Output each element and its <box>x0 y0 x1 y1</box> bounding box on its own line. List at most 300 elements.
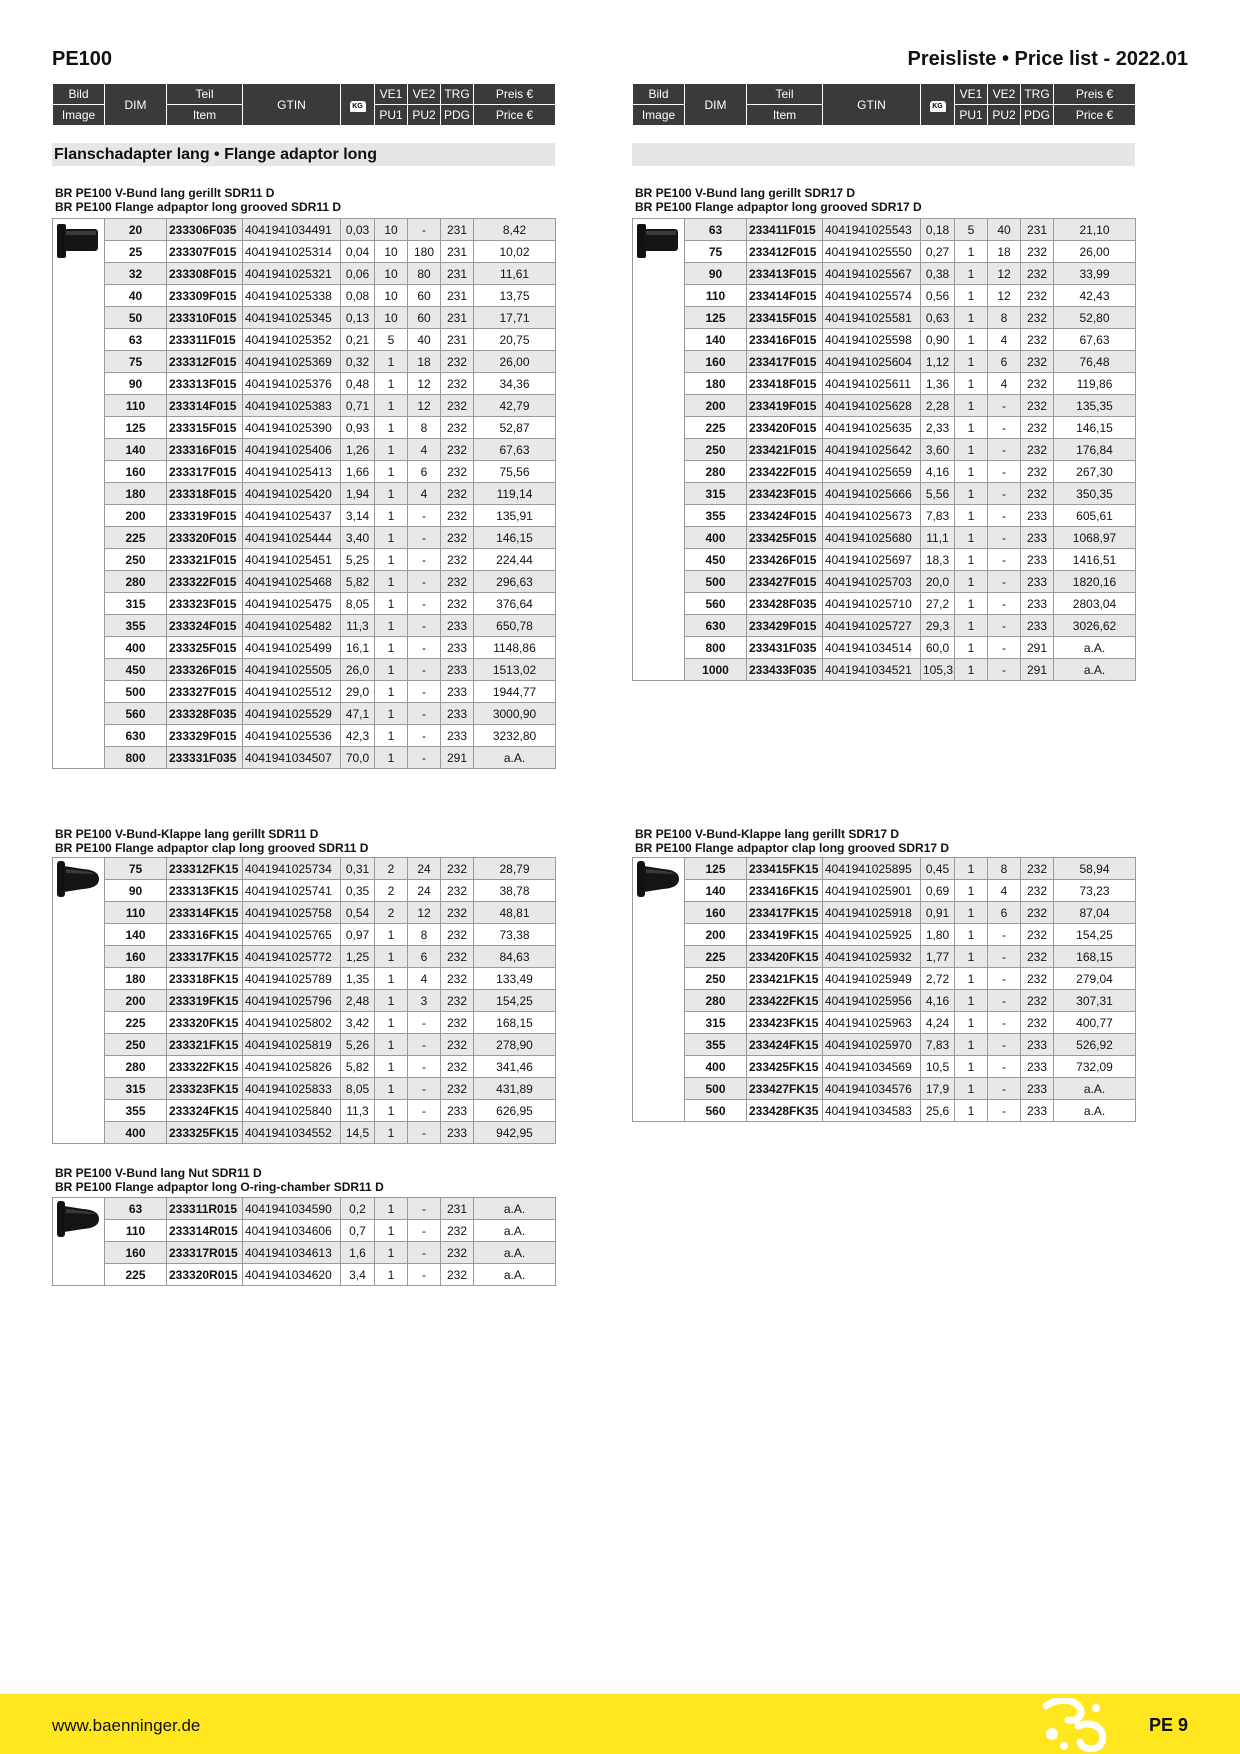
article-number: 233426F015 <box>747 549 823 571</box>
table-row <box>633 307 1136 329</box>
ve2-value: - <box>988 571 1021 593</box>
section-title: Flanschadapter lang • Flange adaptor long <box>54 146 377 163</box>
ve2-value: - <box>408 1012 441 1034</box>
gtin-code: 4041941034620 <box>243 1264 341 1286</box>
table-row <box>633 1078 1136 1100</box>
gtin-code: 4041941025543 <box>823 219 921 241</box>
article-number: 233413F015 <box>747 263 823 285</box>
col-gtin: GTIN <box>823 84 921 126</box>
table-row <box>633 549 1136 571</box>
ve1-value: 1 <box>955 1034 988 1056</box>
gtin-code: 4041941025727 <box>823 615 921 637</box>
dim-cell: 63 <box>105 1198 167 1220</box>
table-row <box>633 1034 1136 1056</box>
table-row <box>633 461 1136 483</box>
article-number: 233325FK15 <box>167 1122 243 1144</box>
ve2-value: - <box>988 637 1021 659</box>
price-value: 42,79 <box>474 395 556 417</box>
ve1-value: 1 <box>375 725 408 747</box>
gtin-code: 4041941025536 <box>243 725 341 747</box>
flange-adaptor-icon <box>53 250 103 264</box>
dim-cell: 630 <box>105 725 167 747</box>
gtin-code: 4041941025475 <box>243 593 341 615</box>
col-price: Price € <box>474 105 556 126</box>
dim-cell: 40 <box>105 285 167 307</box>
price-value: 732,09 <box>1054 1056 1136 1078</box>
trg-value: 233 <box>1021 527 1054 549</box>
dim-cell: 280 <box>685 461 747 483</box>
group-title <box>55 1166 384 1194</box>
table-row <box>53 571 556 593</box>
trg-value: 232 <box>441 395 474 417</box>
article-number: 233411F015 <box>747 219 823 241</box>
gtin-code: 4041941025352 <box>243 329 341 351</box>
gtin-code: 4041941034552 <box>243 1122 341 1144</box>
article-number: 233307F015 <box>167 241 243 263</box>
gtin-code: 4041941025710 <box>823 593 921 615</box>
ve2-value: - <box>408 219 441 241</box>
group-title <box>55 186 341 214</box>
gtin-code: 4041941025314 <box>243 241 341 263</box>
table-row <box>633 593 1136 615</box>
trg-value: 233 <box>1021 549 1054 571</box>
table-row <box>633 858 1136 880</box>
article-number: 233316F015 <box>167 439 243 461</box>
article-number: 233324F015 <box>167 615 243 637</box>
dim-cell: 160 <box>685 902 747 924</box>
col-item: Item <box>167 105 243 126</box>
trg-value: 232 <box>1021 968 1054 990</box>
dim-cell: 75 <box>105 858 167 880</box>
trg-value: 231 <box>441 285 474 307</box>
ve2-value: 6 <box>408 946 441 968</box>
trg-value: 231 <box>441 1198 474 1220</box>
group-title <box>635 186 922 214</box>
product-image <box>53 1198 105 1286</box>
article-number: 233321FK15 <box>167 1034 243 1056</box>
col-image: Image <box>53 105 105 126</box>
article-number: 233419FK15 <box>747 924 823 946</box>
dim-cell: 160 <box>105 461 167 483</box>
ve1-value: 1 <box>955 329 988 351</box>
article-number: 233322FK15 <box>167 1056 243 1078</box>
col-pdg: PDG <box>1021 105 1054 126</box>
gtin-code: 4041941025673 <box>823 505 921 527</box>
price-value: 146,15 <box>1054 417 1136 439</box>
col-preis: Preis € <box>474 84 556 105</box>
article-number: 233317F015 <box>167 461 243 483</box>
gtin-code: 4041941025680 <box>823 527 921 549</box>
gtin-code: 4041941025321 <box>243 263 341 285</box>
ve1-value: 1 <box>375 505 408 527</box>
article-number: 233417F015 <box>747 351 823 373</box>
ve2-value: - <box>408 725 441 747</box>
article-number: 233324FK15 <box>167 1100 243 1122</box>
weight-kg: 7,83 <box>921 1034 955 1056</box>
price-value: 400,77 <box>1054 1012 1136 1034</box>
article-number: 233308F015 <box>167 263 243 285</box>
weight-kg: 60,0 <box>921 637 955 659</box>
dim-cell: 32 <box>105 263 167 285</box>
weight-kg: 0,63 <box>921 307 955 329</box>
gtin-code: 4041941025451 <box>243 549 341 571</box>
gtin-code: 4041941025550 <box>823 241 921 263</box>
dim-cell: 250 <box>105 1034 167 1056</box>
price-value: 87,04 <box>1054 902 1136 924</box>
group-title-en: BR PE100 Flange adpaptor clap long grooved SDR11 D <box>55 841 369 855</box>
dim-cell: 560 <box>685 1100 747 1122</box>
ve1-value: 1 <box>955 637 988 659</box>
weight-kg: 5,82 <box>341 1056 375 1078</box>
article-number: 233425FK15 <box>747 1056 823 1078</box>
ve2-value: 60 <box>408 307 441 329</box>
article-number: 233321F015 <box>167 549 243 571</box>
dim-cell: 315 <box>685 483 747 505</box>
group-title <box>55 827 368 855</box>
ve2-value: 4 <box>408 483 441 505</box>
trg-value: 233 <box>441 703 474 725</box>
table-row <box>633 395 1136 417</box>
ve2-value: - <box>408 571 441 593</box>
table-row <box>53 990 556 1012</box>
weight-kg: 47,1 <box>341 703 375 725</box>
weight-kg: 2,48 <box>341 990 375 1012</box>
dim-cell: 110 <box>105 902 167 924</box>
gtin-code: 4041941034521 <box>823 659 921 681</box>
ve2-value: - <box>408 1264 441 1286</box>
dim-cell: 500 <box>685 571 747 593</box>
trg-value: 233 <box>1021 505 1054 527</box>
gtin-code: 4041941025574 <box>823 285 921 307</box>
trg-value: 233 <box>441 1122 474 1144</box>
dim-cell: 315 <box>105 1078 167 1100</box>
weight-kg: 0,21 <box>341 329 375 351</box>
article-number: 233318F015 <box>167 483 243 505</box>
ve2-value: - <box>408 703 441 725</box>
ve1-value: 1 <box>375 417 408 439</box>
price-value: 67,63 <box>1054 329 1136 351</box>
article-number: 233309F015 <box>167 285 243 307</box>
weight-kg: 8,05 <box>341 1078 375 1100</box>
ve2-value: - <box>408 1078 441 1100</box>
ve2-value: - <box>988 1078 1021 1100</box>
col-pu2: PU2 <box>408 105 441 126</box>
price-value: 279,04 <box>1054 968 1136 990</box>
trg-value: 232 <box>1021 461 1054 483</box>
weight-kg: 1,26 <box>341 439 375 461</box>
table-row <box>633 571 1136 593</box>
gtin-code: 4041941025345 <box>243 307 341 329</box>
gtin-code: 4041941034606 <box>243 1220 341 1242</box>
table-row <box>53 527 556 549</box>
price-value: 119,14 <box>474 483 556 505</box>
weight-kg: 1,77 <box>921 946 955 968</box>
article-number: 233312F015 <box>167 351 243 373</box>
table-row <box>53 946 556 968</box>
price-value: a.A. <box>474 747 556 769</box>
dim-cell: 250 <box>685 968 747 990</box>
gtin-code: 4041941025529 <box>243 703 341 725</box>
price-value: 42,43 <box>1054 285 1136 307</box>
price-value: 154,25 <box>474 990 556 1012</box>
article-number: 233431F035 <box>747 637 823 659</box>
article-number: 233310F015 <box>167 307 243 329</box>
ve2-value: 4 <box>988 373 1021 395</box>
price-value: 3000,90 <box>474 703 556 725</box>
flange-adaptor-icon <box>633 889 683 903</box>
ve2-value: - <box>408 549 441 571</box>
price-value: 10,02 <box>474 241 556 263</box>
weight-kg: 4,24 <box>921 1012 955 1034</box>
ve2-value: - <box>408 1198 441 1220</box>
weight-kg: 16,1 <box>341 637 375 659</box>
ve2-value: 8 <box>988 307 1021 329</box>
product-image <box>633 219 685 681</box>
table-row <box>633 968 1136 990</box>
trg-value: 232 <box>1021 924 1054 946</box>
trg-value: 231 <box>441 329 474 351</box>
article-number: 233412F015 <box>747 241 823 263</box>
table-row <box>53 615 556 637</box>
dim-cell: 450 <box>685 549 747 571</box>
dim-cell: 225 <box>685 946 747 968</box>
article-number: 233416F015 <box>747 329 823 351</box>
gtin-code: 4041941034514 <box>823 637 921 659</box>
article-number: 233425F015 <box>747 527 823 549</box>
table-row <box>633 1100 1136 1122</box>
group-title-de: BR PE100 V-Bund-Klappe lang gerillt SDR11 D <box>55 827 319 841</box>
ve2-value: - <box>988 505 1021 527</box>
article-number: 233421FK15 <box>747 968 823 990</box>
gtin-code: 4041941025765 <box>243 924 341 946</box>
weight-kg: 2,28 <box>921 395 955 417</box>
weight-kg: 17,9 <box>921 1078 955 1100</box>
gtin-code: 4041941025963 <box>823 1012 921 1034</box>
gtin-code: 4041941025383 <box>243 395 341 417</box>
dim-cell: 160 <box>105 1242 167 1264</box>
price-value: a.A. <box>1054 1078 1136 1100</box>
group-title-en: BR PE100 Flange adpaptor long grooved SDR11 D <box>55 200 342 214</box>
article-number: 233320R015 <box>167 1264 243 1286</box>
weight-kg: 4,16 <box>921 990 955 1012</box>
weight-kg: 25,6 <box>921 1100 955 1122</box>
ve1-value: 1 <box>375 1198 408 1220</box>
col-trg: TRG <box>441 84 474 105</box>
ve1-value: 10 <box>375 263 408 285</box>
price-value: a.A. <box>474 1198 556 1220</box>
ve2-value: - <box>988 439 1021 461</box>
group-title <box>635 827 949 855</box>
col-pu1: PU1 <box>375 105 408 126</box>
price-value: a.A. <box>474 1242 556 1264</box>
article-number: 233415FK15 <box>747 858 823 880</box>
gtin-code: 4041941025901 <box>823 880 921 902</box>
ve1-value: 1 <box>955 1056 988 1078</box>
table-row <box>53 417 556 439</box>
ve1-value: 1 <box>375 1078 408 1100</box>
ve2-value: - <box>988 1056 1021 1078</box>
dim-cell: 315 <box>105 593 167 615</box>
article-number: 233319FK15 <box>167 990 243 1012</box>
dim-cell: 140 <box>685 329 747 351</box>
dim-cell: 180 <box>105 968 167 990</box>
ve1-value: 1 <box>955 924 988 946</box>
footer-url[interactable]: www.baenninger.de <box>52 1716 201 1735</box>
price-value: 1416,51 <box>1054 549 1136 571</box>
article-number: 233415F015 <box>747 307 823 329</box>
trg-value: 233 <box>441 681 474 703</box>
ve1-value: 1 <box>375 527 408 549</box>
dim-cell: 110 <box>105 1220 167 1242</box>
trg-value: 232 <box>441 1056 474 1078</box>
weight-kg: 27,2 <box>921 593 955 615</box>
ve1-value: 1 <box>955 968 988 990</box>
trg-value: 232 <box>1021 483 1054 505</box>
gtin-code: 4041941034491 <box>243 219 341 241</box>
gtin-code: 4041941034576 <box>823 1078 921 1100</box>
ve1-value: 1 <box>375 747 408 769</box>
article-number: 233316FK15 <box>167 924 243 946</box>
price-value: 267,30 <box>1054 461 1136 483</box>
trg-value: 232 <box>441 571 474 593</box>
trg-value: 232 <box>441 1220 474 1242</box>
article-number: 233329F015 <box>167 725 243 747</box>
price-value: 8,42 <box>474 219 556 241</box>
flange-adaptor-icon <box>633 250 683 264</box>
table-row <box>53 593 556 615</box>
ve1-value: 2 <box>375 858 408 880</box>
table-row <box>633 637 1136 659</box>
article-number: 233327F015 <box>167 681 243 703</box>
ve1-value: 1 <box>375 1012 408 1034</box>
ve1-value: 10 <box>375 307 408 329</box>
trg-value: 232 <box>1021 351 1054 373</box>
ve1-value: 1 <box>955 373 988 395</box>
dim-cell: 200 <box>105 505 167 527</box>
price-value: 376,64 <box>474 593 556 615</box>
ve1-value: 1 <box>955 527 988 549</box>
weight-kg: 1,35 <box>341 968 375 990</box>
dim-cell: 180 <box>685 373 747 395</box>
ve1-value: 1 <box>375 1056 408 1078</box>
weight-kg: 0,56 <box>921 285 955 307</box>
ve2-value: 12 <box>408 902 441 924</box>
gtin-code: 4041941034583 <box>823 1100 921 1122</box>
ve2-value: 8 <box>408 417 441 439</box>
trg-value: 232 <box>441 373 474 395</box>
ve2-value: 12 <box>408 395 441 417</box>
article-number: 233306F035 <box>167 219 243 241</box>
dim-cell: 125 <box>685 307 747 329</box>
price-value: 17,71 <box>474 307 556 329</box>
article-number: 233317R015 <box>167 1242 243 1264</box>
col-preis: Preis € <box>1054 84 1136 105</box>
price-value: 135,91 <box>474 505 556 527</box>
article-number: 233427F015 <box>747 571 823 593</box>
table-row <box>53 1220 556 1242</box>
gtin-code: 4041941025499 <box>243 637 341 659</box>
ve1-value: 1 <box>955 1012 988 1034</box>
ve2-value: - <box>408 681 441 703</box>
trg-value: 232 <box>1021 946 1054 968</box>
ve1-value: 1 <box>375 1264 408 1286</box>
ve2-value: - <box>988 990 1021 1012</box>
gtin-code: 4041941025338 <box>243 285 341 307</box>
trg-value: 232 <box>1021 263 1054 285</box>
weight-kg: 11,3 <box>341 1100 375 1122</box>
col-trg: TRG <box>1021 84 1054 105</box>
trg-value: 291 <box>1021 659 1054 681</box>
price-value: 2803,04 <box>1054 593 1136 615</box>
price-value: a.A. <box>474 1264 556 1286</box>
dim-cell: 75 <box>105 351 167 373</box>
gtin-code: 4041941025840 <box>243 1100 341 1122</box>
table-row <box>53 219 556 241</box>
price-value: 1513,02 <box>474 659 556 681</box>
ve1-value: 1 <box>375 593 408 615</box>
ve1-value: 1 <box>375 1220 408 1242</box>
ve1-value: 1 <box>375 637 408 659</box>
weight-kg: 0,54 <box>341 902 375 924</box>
ve1-value: 10 <box>375 219 408 241</box>
gtin-code: 4041941025482 <box>243 615 341 637</box>
table-row <box>53 263 556 285</box>
price-value: 3026,62 <box>1054 615 1136 637</box>
ve2-value: 4 <box>988 329 1021 351</box>
trg-value: 232 <box>1021 285 1054 307</box>
table-row <box>633 439 1136 461</box>
gtin-code: 4041941034569 <box>823 1056 921 1078</box>
trg-value: 231 <box>441 219 474 241</box>
article-number: 233424FK15 <box>747 1034 823 1056</box>
ve1-value: 1 <box>955 285 988 307</box>
ve1-value: 1 <box>955 351 988 373</box>
weight-kg: 1,12 <box>921 351 955 373</box>
ve2-value: 80 <box>408 263 441 285</box>
trg-value: 232 <box>441 1264 474 1286</box>
article-number: 233320F015 <box>167 527 243 549</box>
price-list-title: Preisliste • Price list - 2022.01 <box>907 48 1188 70</box>
ve2-value: - <box>988 1100 1021 1122</box>
article-number: 233331F035 <box>167 747 243 769</box>
ve1-value: 1 <box>955 1078 988 1100</box>
weight-kg: 0,69 <box>921 880 955 902</box>
article-number: 233314FK15 <box>167 902 243 924</box>
trg-value: 232 <box>1021 880 1054 902</box>
price-value: 154,25 <box>1054 924 1136 946</box>
table-row <box>53 1242 556 1264</box>
weight-kg: 0,35 <box>341 880 375 902</box>
group-title-de: BR PE100 V-Bund lang Nut SDR11 D <box>55 1166 262 1180</box>
dim-cell: 225 <box>685 417 747 439</box>
article-number: 233328F035 <box>167 703 243 725</box>
dim-cell: 25 <box>105 241 167 263</box>
price-value: 341,46 <box>474 1056 556 1078</box>
gtin-code: 4041941025758 <box>243 902 341 924</box>
weight-kg: 0,91 <box>921 902 955 924</box>
trg-value: 232 <box>1021 902 1054 924</box>
ve1-value: 1 <box>955 483 988 505</box>
weight-kg: 11,3 <box>341 615 375 637</box>
group-title-de: BR PE100 V-Bund lang gerillt SDR17 D <box>635 186 856 200</box>
dim-cell: 110 <box>685 285 747 307</box>
price-value: 84,63 <box>474 946 556 968</box>
ve2-value: - <box>408 1242 441 1264</box>
weight-kg: 3,60 <box>921 439 955 461</box>
dim-cell: 160 <box>105 946 167 968</box>
ve2-value: - <box>408 659 441 681</box>
price-value: 350,35 <box>1054 483 1136 505</box>
